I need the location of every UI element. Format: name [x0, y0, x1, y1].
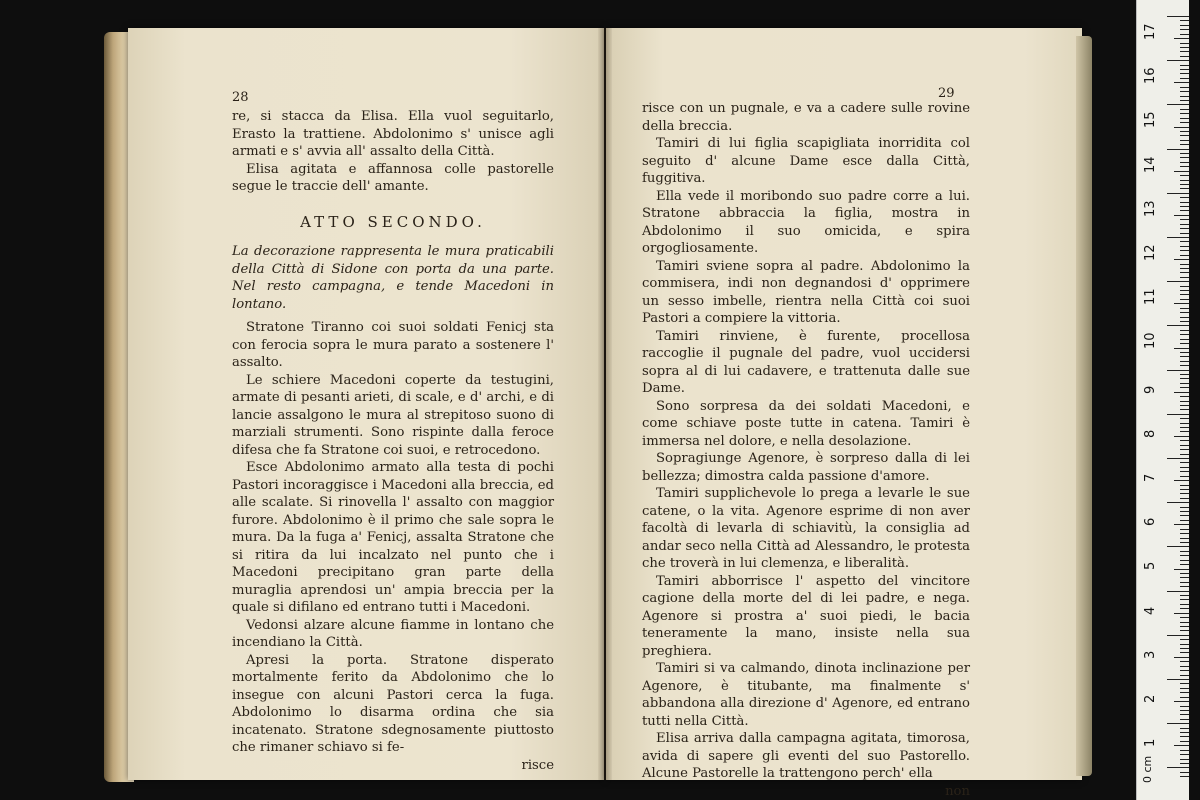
- ruler-tick: [1180, 56, 1189, 57]
- ruler-tick: [1180, 153, 1189, 154]
- ruler-tick: [1180, 308, 1189, 309]
- ruler-tick: [1180, 644, 1189, 645]
- ruler-tick: [1167, 458, 1189, 459]
- ruler-label: 9: [1143, 385, 1158, 394]
- ruler-tick: [1180, 180, 1189, 181]
- ruler-tick: [1180, 759, 1189, 760]
- ruler-tick: [1180, 334, 1189, 335]
- ruler-tick: [1180, 728, 1189, 729]
- ruler-tick: [1174, 392, 1189, 393]
- ruler-tick: [1167, 546, 1189, 547]
- right-paragraph: Sopragiunge Agenore, è sorpreso dalla di lei bellezza; dimostra calda passione d'amore.: [642, 451, 970, 484]
- ruler-tick: [1180, 577, 1189, 578]
- ruler-tick: [1174, 436, 1189, 437]
- ruler-tick: [1180, 255, 1189, 256]
- ruler-label: 14: [1143, 156, 1158, 173]
- ruler-tick: [1180, 140, 1189, 141]
- ruler-tick: [1180, 78, 1189, 79]
- left-page-number: 28: [232, 90, 249, 105]
- ruler-tick: [1167, 635, 1189, 636]
- ruler-tick: [1180, 604, 1189, 605]
- ruler-tick: [1180, 113, 1189, 114]
- ruler-tick: [1180, 109, 1189, 110]
- ruler-tick: [1180, 542, 1189, 543]
- ruler-tick: [1167, 16, 1189, 17]
- left-page: [128, 28, 604, 780]
- right-page-number: 29: [938, 86, 955, 101]
- ruler-tick: [1180, 188, 1189, 189]
- ruler-tick: [1180, 736, 1189, 737]
- ruler-label: 6: [1143, 517, 1158, 527]
- ruler-tick: [1180, 202, 1189, 203]
- ruler-tick: [1167, 325, 1189, 326]
- ruler-tick: [1180, 560, 1189, 561]
- ruler-tick: [1167, 60, 1189, 61]
- ruler-tick: [1180, 210, 1189, 211]
- ruler-tick: [1180, 43, 1189, 44]
- ruler-tick: [1180, 241, 1189, 242]
- left-body-paragraph: Esce Abdolonimo armato alla testa di pochi Pastori incoraggisce i Macedoni alla breccia, ed alle scalate. Si rinovella l' assalto con maggior furore. Abdolonimo è il primo che sale sopra le mura. Da la fuga a' Fenicj, assalta Stratone che si ritira da lui incalzato nel punto che i Macedoni precipitano gran parte della muraglia aprendosi un' ampia breccia per la quale si difilano ed entrano tutti i Macedoni.: [232, 460, 554, 615]
- ruler-tick: [1180, 670, 1189, 671]
- ruler-tick: [1167, 104, 1189, 105]
- ruler-tick: [1180, 418, 1189, 419]
- ruler-tick: [1180, 272, 1189, 273]
- ruler-tick: [1180, 515, 1189, 516]
- ruler-tick: [1180, 378, 1189, 379]
- ruler-tick: [1180, 741, 1189, 742]
- ruler-tick: [1180, 772, 1189, 773]
- ruler-label: 2: [1143, 694, 1158, 703]
- ruler-tick: [1180, 233, 1189, 234]
- right-paragraph: Tamiri sviene sopra al padre. Abdolonimo la commisera, indi non degnandosi d' opprimere un sesso imbelle, rientra nella Città coi suoi Pastori a compiere la vittoria.: [642, 258, 970, 326]
- ruler-label: 16: [1143, 67, 1158, 85]
- ruler-tick: [1167, 591, 1189, 592]
- ruler-tick: [1180, 511, 1189, 512]
- ruler-tick: [1167, 281, 1189, 282]
- book-right-edge: [1076, 36, 1092, 776]
- ruler-label: 17: [1143, 23, 1158, 40]
- ruler-tick: [1180, 290, 1189, 291]
- left-body-paragraph: Vedonsi alzare alcune fiamme in lontano che incendiano la Città.: [232, 617, 554, 650]
- ruler-tick: [1180, 100, 1189, 101]
- ruler-tick: [1180, 427, 1189, 428]
- ruler-tick: [1174, 480, 1189, 481]
- ruler-tick: [1180, 529, 1189, 530]
- ruler-tick: [1167, 723, 1189, 724]
- ruler-tick: [1167, 193, 1189, 194]
- ruler-tick: [1180, 431, 1189, 432]
- right-paragraph: Tamiri di lui figlia scapigliata inorridita col seguito d' alcune Dame esce dalla Città, fuggitiva.: [642, 136, 970, 186]
- ruler-tick: [1180, 471, 1189, 472]
- ruler-tick: [1180, 626, 1189, 627]
- ruler-tick: [1180, 445, 1189, 446]
- right-paragraph: Tamiri si va calmando, dinota inclinazione per Agenore, è titubante, ma finalmente s' abbandona alla direzione d' Agenore, ed entrano tutti nella Città.: [642, 661, 970, 729]
- right-paragraph: Sono sorpresa da dei soldati Macedoni, e come schiave poste tutte in catena. Tamiri è immersa nel dolore, e nella desolazione.: [642, 398, 970, 449]
- right-paragraph: risce con un pugnale, e va a cadere sulle rovine della breccia.: [642, 101, 970, 134]
- ruler-tick: [1174, 82, 1189, 83]
- ruler-tick: [1180, 498, 1189, 499]
- ruler-tick: [1167, 237, 1189, 238]
- left-paragraph: Elisa agitata e affannosa colle pastorelle segue le traccie dell' amante.: [232, 161, 554, 194]
- ruler-tick: [1174, 259, 1189, 260]
- ruler-tick: [1180, 683, 1189, 684]
- ruler-tick: [1167, 502, 1189, 503]
- ruler-tick: [1180, 91, 1189, 92]
- ruler-tick: [1180, 166, 1189, 167]
- ruler-tick: [1180, 599, 1189, 600]
- ruler-tick: [1174, 613, 1189, 614]
- ruler-tick: [1180, 582, 1189, 583]
- ruler-tick: [1174, 303, 1189, 304]
- ruler-tick: [1180, 467, 1189, 468]
- ruler-label: 3: [1143, 650, 1158, 659]
- ruler-tick: [1180, 661, 1189, 662]
- ruler-tick: [1180, 65, 1189, 66]
- ruler-tick: [1180, 595, 1189, 596]
- ruler-tick: [1174, 38, 1189, 39]
- ruler-tick: [1180, 732, 1189, 733]
- right-paragraph: Ella vede il moribondo suo padre corre a lui. Stratone abbraccia la figlia, mostra in Abdolonimo il suo omicida, e spira orgogliosamente.: [642, 188, 970, 256]
- ruler-tick: [1180, 162, 1189, 163]
- ruler-tick: [1180, 294, 1189, 295]
- ruler-tick: [1180, 264, 1189, 265]
- ruler-tick: [1180, 383, 1189, 384]
- ruler-tick: [1180, 365, 1189, 366]
- ruler-tick: [1180, 317, 1189, 318]
- ruler-tick: [1180, 361, 1189, 362]
- ruler-tick: [1180, 423, 1189, 424]
- ruler-tick: [1180, 652, 1189, 653]
- ruler-tick: [1180, 277, 1189, 278]
- ruler-tick: [1180, 321, 1189, 322]
- ruler-tick: [1180, 224, 1189, 225]
- ruler-tick: [1180, 374, 1189, 375]
- ruler-label: 11: [1143, 288, 1158, 306]
- ruler-tick: [1180, 719, 1189, 720]
- ruler-tick: [1180, 507, 1189, 508]
- ruler-tick: [1180, 206, 1189, 207]
- ruler-tick: [1180, 157, 1189, 158]
- ruler-label: 15: [1143, 111, 1158, 129]
- ruler-tick: [1174, 745, 1189, 746]
- ruler-tick: [1180, 493, 1189, 494]
- ruler-tick: [1180, 608, 1189, 609]
- right-paragraph: Elisa arriva dalla campagna agitata, timorosa, avida di sapere gli eventi del suo Pastorello. Alcune Pastorelle la trattengono perch' ella: [642, 731, 970, 781]
- ruler-unit: 0 cm: [1141, 755, 1154, 783]
- scale-ruler: [1136, 0, 1189, 800]
- ruler-tick: [1180, 197, 1189, 198]
- ruler-tick: [1167, 149, 1189, 150]
- ruler-tick: [1167, 679, 1189, 680]
- ruler-tick: [1180, 47, 1189, 48]
- ruler-tick: [1180, 754, 1189, 755]
- ruler-tick: [1180, 352, 1189, 353]
- right-paragraph: Tamiri rinviene, è furente, procellosa raccoglie il pugnale del padre, vuol uccidersi sopra al di lui cadavere, e trattenuta dalle sue Dame.: [642, 328, 970, 396]
- ruler-tick: [1174, 657, 1189, 658]
- ruler-tick: [1180, 520, 1189, 521]
- ruler-tick: [1180, 51, 1189, 52]
- ruler-tick: [1180, 20, 1189, 21]
- ruler-tick: [1180, 639, 1189, 640]
- ruler-tick: [1180, 648, 1189, 649]
- ruler-tick: [1180, 343, 1189, 344]
- ruler-tick: [1180, 485, 1189, 486]
- ruler-tick: [1167, 414, 1189, 415]
- ruler-tick: [1180, 476, 1189, 477]
- right-catchword: non: [945, 783, 970, 799]
- ruler-tick: [1180, 489, 1189, 490]
- ruler-label: 12: [1143, 244, 1158, 261]
- ruler-tick: [1174, 171, 1189, 172]
- ruler-tick: [1180, 750, 1189, 751]
- ruler-tick: [1180, 409, 1189, 410]
- ruler-label: 8: [1143, 429, 1158, 438]
- ruler-tick: [1180, 538, 1189, 539]
- ruler-tick: [1180, 96, 1189, 97]
- ruler-tick: [1180, 675, 1189, 676]
- ruler-label: 7: [1143, 473, 1158, 482]
- ruler-tick: [1180, 440, 1189, 441]
- left-paragraph: re, si stacca da Elisa. Ella vuol seguitarlo, Erasto la trattiene. Abdolonimo s' unisce agli armati e s' avvia all' assalto della Città.: [232, 109, 554, 159]
- left-catchword: risce: [521, 757, 554, 773]
- left-body-paragraph: Le schiere Macedoni coperte da testugini, armate di pesanti arieti, di scale, e d' archi, e di lancie assalgono le mura al strepitoso suono di marziali strumenti. Sono rispinte dalla feroce difesa che fa Stratone coi suoi, e retrocedono.: [232, 372, 554, 458]
- ruler-tick: [1180, 688, 1189, 689]
- ruler-tick: [1167, 370, 1189, 371]
- ruler-tick: [1180, 706, 1189, 707]
- left-page-text: [232, 108, 554, 774]
- ruler-tick: [1180, 135, 1189, 136]
- ruler-tick: [1180, 118, 1189, 119]
- ruler-label: 10: [1143, 332, 1158, 350]
- ruler-tick: [1180, 776, 1189, 777]
- ruler-tick: [1180, 87, 1189, 88]
- right-page: [606, 28, 1082, 799]
- ruler-tick: [1180, 250, 1189, 251]
- ruler-tick: [1180, 630, 1189, 631]
- ruler-tick: [1180, 286, 1189, 287]
- ruler-tick: [1180, 405, 1189, 406]
- ruler-tick: [1180, 555, 1189, 556]
- ruler-tick: [1180, 69, 1189, 70]
- ruler-tick: [1180, 622, 1189, 623]
- ruler-tick: [1180, 617, 1189, 618]
- ruler-label: 4: [1143, 606, 1158, 615]
- ruler-tick: [1174, 348, 1189, 349]
- ruler-tick: [1180, 175, 1189, 176]
- stage-direction: La decorazione rappresenta le mura praticabili della Città di Sidone con porta da una parte. Nel resto campagna, e tende Macedoni in lontano.: [232, 244, 554, 312]
- right-page-text: [642, 100, 970, 800]
- ruler-tick: [1174, 524, 1189, 525]
- ruler-tick: [1174, 127, 1189, 128]
- ruler-tick: [1180, 34, 1189, 35]
- ruler-tick: [1180, 692, 1189, 693]
- ruler-tick: [1180, 312, 1189, 313]
- ruler-tick: [1180, 73, 1189, 74]
- ruler-tick: [1180, 454, 1189, 455]
- ruler-tick: [1180, 449, 1189, 450]
- ruler-tick: [1180, 144, 1189, 145]
- ruler-tick: [1180, 268, 1189, 269]
- ruler-tick: [1180, 122, 1189, 123]
- ruler-tick: [1180, 29, 1189, 30]
- ruler-tick: [1180, 246, 1189, 247]
- ruler-tick: [1180, 330, 1189, 331]
- right-paragraph: Tamiri abborrisce l' aspetto del vincitore cagione della morte del di lei padre, e nega. Agenore si prostra a' suoi piedi, le bacia teneramente la mano, insiste nella sua preghiera.: [642, 573, 970, 659]
- ruler-tick: [1180, 184, 1189, 185]
- ruler-tick: [1180, 462, 1189, 463]
- ruler-tick: [1180, 131, 1189, 132]
- ruler-tick: [1180, 401, 1189, 402]
- ruler-tick: [1180, 551, 1189, 552]
- ruler-tick: [1180, 339, 1189, 340]
- ruler-tick: [1180, 299, 1189, 300]
- book-gutter: [598, 28, 612, 780]
- ruler-tick: [1180, 228, 1189, 229]
- ruler-tick: [1180, 356, 1189, 357]
- ruler-tick: [1180, 573, 1189, 574]
- ruler-label: 5: [1143, 562, 1158, 571]
- ruler-tick: [1167, 767, 1189, 768]
- ruler-label: 1: [1143, 738, 1158, 748]
- ruler-tick: [1180, 714, 1189, 715]
- right-paragraph: Tamiri supplichevole lo prega a levarle le sue catene, o la vita. Agenore esprime di non aver facoltà di levarla di schiavitù, la consiglia ad andar seco nella Città ad Alessandro, le protesta che troverà in lui clemenza, e liberalità.: [642, 486, 970, 571]
- ruler-tick: [1180, 387, 1189, 388]
- ruler-tick: [1174, 569, 1189, 570]
- ruler-tick: [1180, 25, 1189, 26]
- ruler-tick: [1174, 215, 1189, 216]
- ruler-label: 13: [1143, 200, 1158, 217]
- left-body-paragraph: Apresi la porta. Stratone disperato mortalmente ferito da Abdolonimo che lo insegue con alcuni Pastori cerca la fuga. Abdolonimo lo disarma ordina che sia incatenato. Stratone sdegnosamente piuttosto che rimaner schiavo si fe-: [232, 652, 554, 755]
- act-title: ATTO SECONDO.: [300, 212, 486, 231]
- ruler-tick: [1174, 701, 1189, 702]
- ruler-tick: [1180, 586, 1189, 587]
- ruler-tick: [1180, 697, 1189, 698]
- ruler-tick: [1180, 533, 1189, 534]
- ruler-tick: [1180, 710, 1189, 711]
- ruler-tick: [1180, 564, 1189, 565]
- ruler-tick: [1180, 666, 1189, 667]
- ruler-tick: [1180, 396, 1189, 397]
- ruler-tick: [1180, 763, 1189, 764]
- left-body-paragraph: Stratone Tiranno coi suoi soldati Fenicj sta con ferocia sopra le mura parato a sostenere l' assalto.: [232, 320, 554, 370]
- ruler-tick: [1180, 219, 1189, 220]
